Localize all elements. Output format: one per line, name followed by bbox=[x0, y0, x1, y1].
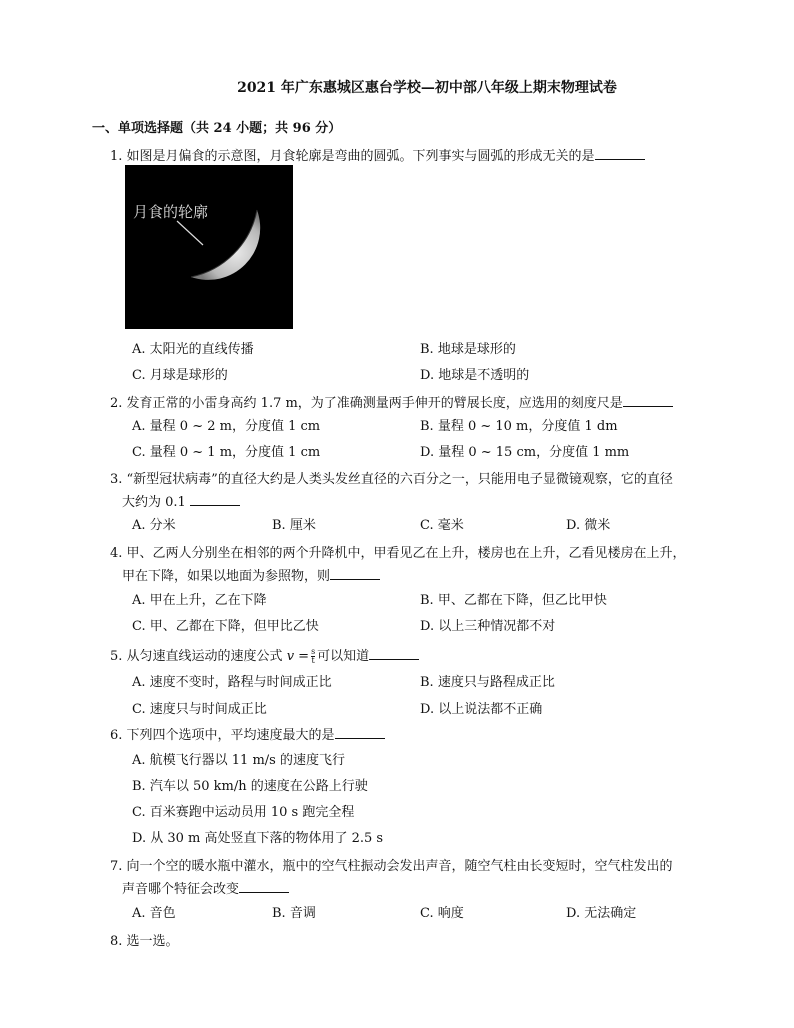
q4-option-a[interactable]: A. 甲在上升，乙在下降 bbox=[132, 593, 267, 608]
q1-option-a[interactable]: A. 太阳光的直线传播 bbox=[132, 342, 254, 357]
q4-option-b[interactable]: B. 甲、乙都在下降，但乙比甲快 bbox=[420, 593, 607, 608]
q4-option-d[interactable]: D. 以上三种情况都不对 bbox=[420, 619, 556, 634]
q1-option-d[interactable]: D. 地球是不透明的 bbox=[420, 368, 530, 383]
figure-label: 月食的轮廓 bbox=[133, 203, 209, 221]
answer-blank bbox=[623, 394, 673, 407]
lunar-eclipse-figure bbox=[125, 165, 293, 329]
question-8-stem: 8. 选一选。 bbox=[110, 934, 179, 949]
q6-option-b[interactable]: B. 汽车以 50 km/h 的速度在公路上行驶 bbox=[132, 779, 368, 794]
section-heading: 一、单项选择题（共 24 小题；共 96 分） bbox=[92, 121, 342, 136]
question-6-stem: 6. 下列四个选项中，平均速度最大的是 bbox=[110, 724, 385, 743]
answer-blank bbox=[369, 647, 419, 660]
q3-option-b[interactable]: B. 厘米 bbox=[272, 518, 316, 533]
q7-option-d[interactable]: D. 无法确定 bbox=[566, 906, 637, 921]
answer-blank bbox=[595, 147, 645, 160]
question-2-stem: 2. 发育正常的小雷身高约 1.7 m，为了准确测量两手伸开的臂展长度，应选用的刻度尺是 bbox=[110, 392, 673, 411]
question-1-stem: 1. 如图是月偏食的示意图，月食轮廓是弯曲的圆弧。下列事实与圆弧的形成无关的是 bbox=[110, 145, 645, 164]
q2-option-d[interactable]: D. 量程 0 ~ 15 cm，分度值 1 mm bbox=[420, 445, 630, 460]
q3-option-c[interactable]: C. 毫米 bbox=[420, 518, 464, 533]
eclipse-moon-image bbox=[125, 165, 293, 329]
q1-option-b[interactable]: B. 地球是球形的 bbox=[420, 342, 516, 357]
speed-formula: v = $\frac{s}{t}$ bbox=[286, 647, 316, 665]
q7-option-a[interactable]: A. 音色 bbox=[132, 906, 176, 921]
answer-blank bbox=[330, 567, 380, 580]
answer-blank bbox=[335, 726, 385, 739]
question-5-stem: 5. 从匀速直线运动的速度公式 v = $\frac{s}{t}$ 可以知道 bbox=[110, 645, 419, 665]
q3-option-a[interactable]: A. 分米 bbox=[132, 518, 176, 533]
q5-option-d[interactable]: D. 以上说法都不正确 bbox=[420, 702, 543, 717]
q5-option-b[interactable]: B. 速度只与路程成正比 bbox=[420, 675, 555, 690]
q2-option-a[interactable]: A. 量程 0 ~ 2 m，分度值 1 cm bbox=[132, 419, 321, 434]
q6-option-c[interactable]: C. 百米赛跑中运动员用 10 s 跑完全程 bbox=[132, 805, 355, 820]
question-3-stem-line1: 3. “新型冠状病毒”的直径大约是人类头发丝直径的六百分之一，只能用电子显微镜观察，它的直径 bbox=[110, 472, 673, 487]
answer-blank bbox=[239, 880, 289, 893]
q2-option-c[interactable]: C. 量程 0 ~ 1 m，分度值 1 cm bbox=[132, 445, 321, 460]
q5-option-a[interactable]: A. 速度不变时，路程与时间成正比 bbox=[132, 675, 332, 690]
q5-option-c[interactable]: C. 速度只与时间成正比 bbox=[132, 702, 267, 717]
question-7-stem-line1: 7. 向一个空的暖水瓶中灌水，瓶中的空气柱振动会发出声音，随空气柱由长变短时，空气柱发出的 bbox=[110, 859, 673, 874]
q7-option-b[interactable]: B. 音调 bbox=[272, 906, 316, 921]
pointer-line bbox=[177, 221, 203, 245]
question-4-stem-line1: 4. 甲、乙两人分别坐在相邻的两个升降机中，甲看见乙在上升，楼房也在上升，乙看见楼房在上升， bbox=[110, 546, 686, 561]
page-title: 2021 年广东惠城区惠台学校—初中部八年级上期末物理试卷 bbox=[237, 80, 617, 96]
answer-blank bbox=[190, 493, 240, 506]
q7-option-c[interactable]: C. 响度 bbox=[420, 906, 464, 921]
q2-option-b[interactable]: B. 量程 0 ~ 10 m，分度值 1 dm bbox=[420, 419, 618, 434]
question-4-stem-line2: 甲在下降，如果以地面为参照物，则 bbox=[122, 565, 380, 584]
q6-option-d[interactable]: D. 从 30 m 高处竖直下落的物体用了 2.5 s bbox=[132, 831, 384, 846]
q1-option-c[interactable]: C. 月球是球形的 bbox=[132, 368, 228, 383]
q3-option-d[interactable]: D. 微米 bbox=[566, 518, 611, 533]
q6-option-a[interactable]: A. 航模飞行器以 11 m/s 的速度飞行 bbox=[132, 753, 345, 768]
question-3-stem-line2: 大约为 0.1 bbox=[122, 491, 240, 510]
question-7-stem-line2: 声音哪个特征会改变 bbox=[122, 878, 289, 897]
q4-option-c[interactable]: C. 甲、乙都在下降，但甲比乙快 bbox=[132, 619, 319, 634]
formula-fraction: $\frac{s}{t}$ bbox=[311, 647, 316, 665]
